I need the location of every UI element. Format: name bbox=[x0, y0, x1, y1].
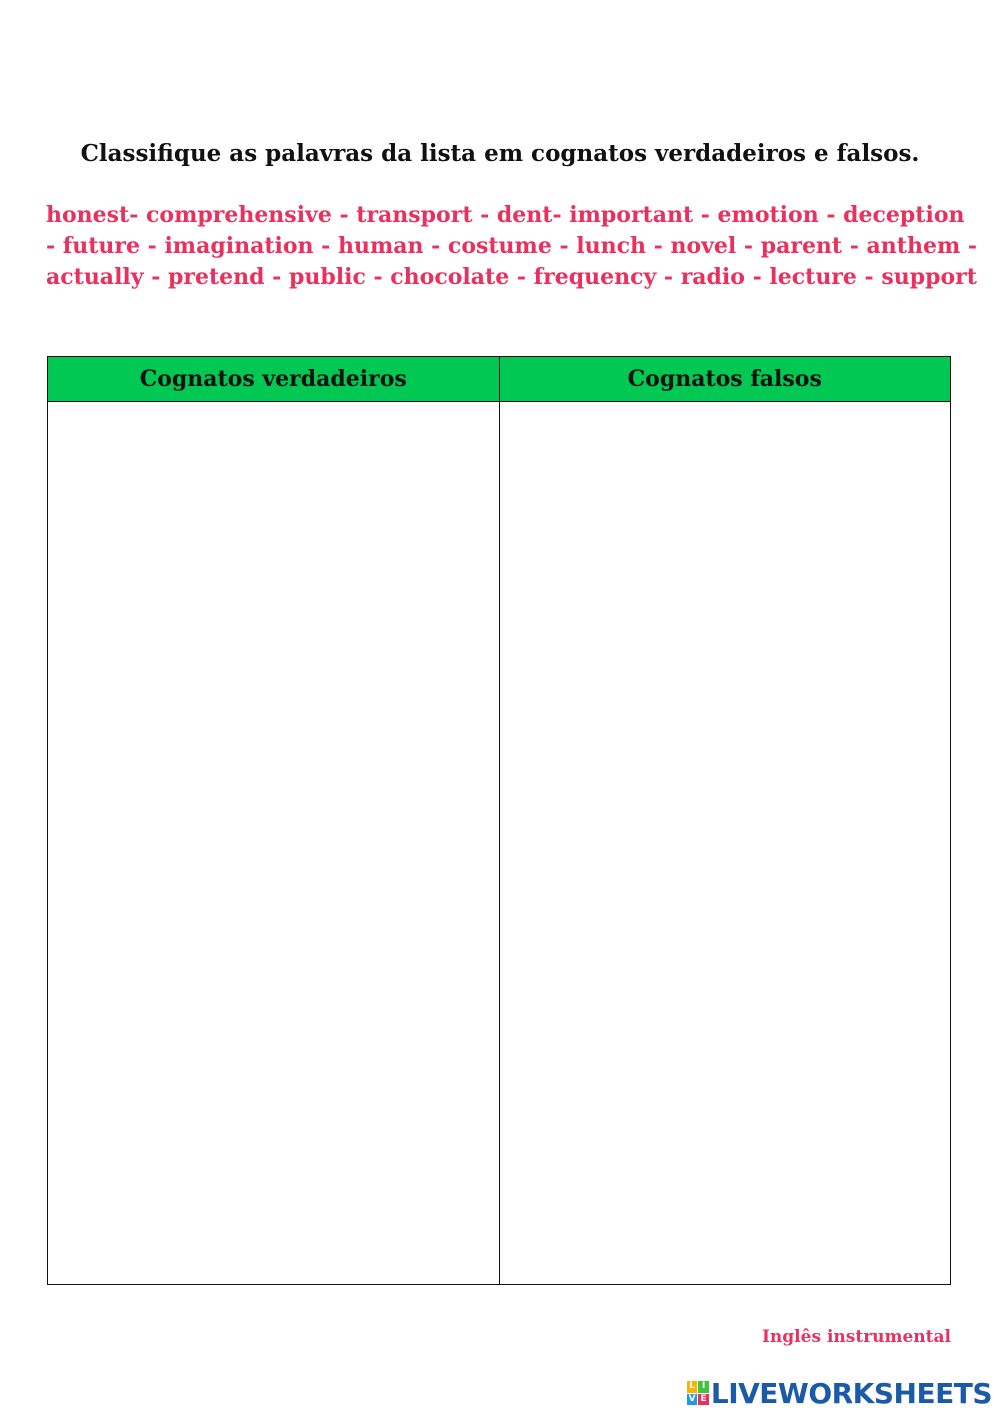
table-header-row bbox=[48, 357, 951, 402]
logo-letter-l: L bbox=[687, 1381, 698, 1393]
logo-letter-e: E bbox=[698, 1394, 709, 1406]
logo-letter-i: I bbox=[698, 1381, 709, 1393]
word-list-line: honest- comprehensive - transport - dent- important - emotion - deception bbox=[46, 202, 965, 228]
course-label: Inglês instrumental bbox=[761, 1327, 951, 1347]
header-false-cognates: Cognatos falsos bbox=[499, 357, 951, 402]
brand-name: LIVEWORKSHEETS bbox=[710, 1376, 992, 1410]
classification-table bbox=[47, 356, 951, 1285]
table-answer-row bbox=[48, 402, 951, 1285]
instruction-title: Classifique as palavras da lista em cognatos verdadeiros e falsos. bbox=[80, 140, 920, 167]
true-cognates-drop-area[interactable] bbox=[48, 402, 500, 1285]
liveworksheets-logo-icon bbox=[687, 1381, 709, 1405]
liveworksheets-brand bbox=[687, 1378, 992, 1408]
word-list-line: actually - pretend - public - chocolate - frequency - radio - lecture - support bbox=[46, 264, 977, 290]
logo-letter-v: V bbox=[688, 1393, 696, 1404]
word-list-line: - future - imagination - human - costume - lunch - novel - parent - anthem - bbox=[46, 233, 978, 259]
header-true-cognates: Cognatos verdadeiros bbox=[48, 357, 500, 402]
word-list bbox=[46, 200, 978, 293]
false-cognates-drop-area[interactable] bbox=[499, 402, 951, 1285]
